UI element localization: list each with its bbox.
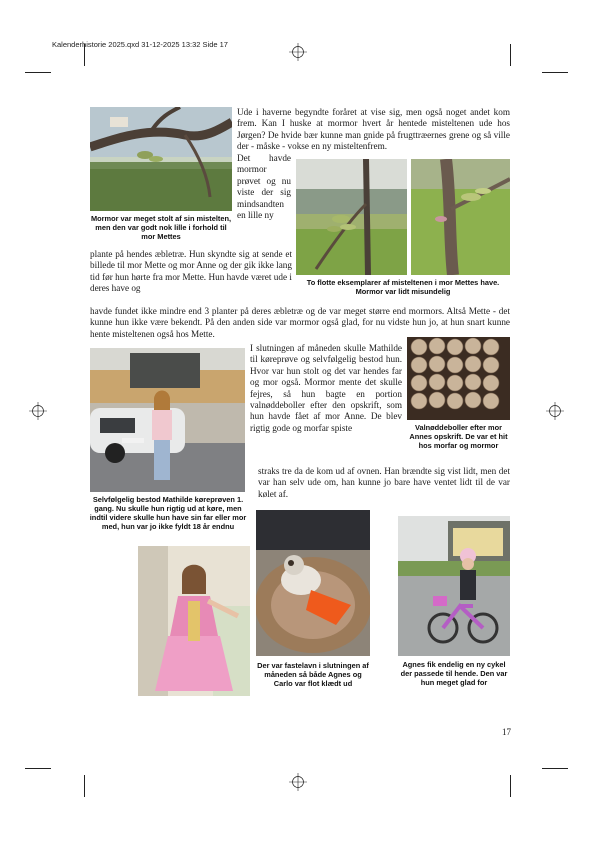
paragraph-top: Ude i haverne begyndte foråret at vise sig, men også noget andet kom frem. Kan I huske at mormor hvert år hentede misteltenen ude hos Jørgen? De hvide bær kunne man gnide på frugttræernes grene og så ville der - måske - vokse en ny misteltenfrem.: [237, 107, 510, 152]
photo-mistletoe-branch: [90, 107, 232, 211]
caption-driving-test: Selvfølgelig bestod Mathilde køreprøven 1. gang. Nu skulle hun rigtig ud at køre, men indtil videre skulle hun have sin far eller mor med, hun var jo ikke fyldt 18 år endnu: [89, 495, 247, 531]
caption-mistletoe-pair: To flotte eksemplarer af misteltenen i mor Mettes have. Mormor var lidt misundelig: [306, 278, 500, 296]
crop-mark: [510, 44, 511, 66]
photo-driving-test: [90, 348, 245, 492]
crop-mark: [25, 768, 51, 769]
caption-carnival: Der var fastelavn i slutningen af måneden så både Agnes og Carlo var flot klædt ud: [257, 661, 369, 688]
crop-mark: [542, 768, 568, 769]
crop-mark: [84, 44, 85, 66]
paragraph-full: havde fundet ikke mindre end 3 planter på deres æbletræ og de var meget større end mormors. Altså Mette - det kunne hun ikke være bekendt. På den anden side var mormor også glad, for nu vidste hun jo, at hun snart kunne hente misteltenen også hos Mette.: [90, 306, 510, 339]
page-number: 17: [502, 727, 511, 737]
registration-mark-icon: [289, 43, 307, 61]
photo-bicycle: [398, 516, 510, 656]
caption-walnut-buns: Valnøddeboller efter mor Annes opskrift. De var et hit hos morfar og mormor: [409, 423, 508, 450]
registration-mark-icon: [29, 402, 47, 420]
photo-mistletoe-garden: [296, 159, 407, 275]
caption-bicycle: Agnes fik endelig en ny cykel der passede til hende. Den var hun meget glad for: [400, 660, 508, 687]
crop-mark: [542, 72, 568, 73]
crop-mark: [84, 775, 85, 797]
paragraph-driving: I slutningen af måneden skulle Mathilde til køreprøve og selvfølgelig bestod hun. Hvor var hun stolt og det var hendes far og mor også. Mormor mente det skulle fejres, så hun bagte en portion valnøddeboller efter den opskrift, som hun havde fået af mor Anne. De blev rigtig gode og morfar spiste: [250, 343, 402, 433]
crop-mark: [510, 775, 511, 797]
caption-mistletoe-branch: Mormor var meget stolt af sin mistelten, men den var godt nok lille i forhold til mor Mettes: [90, 214, 232, 241]
photo-dog-bed: [256, 510, 370, 656]
paragraph-narrow: Det havde mormor prøvet og nu viste der sig mindsandten en lille ny: [237, 153, 291, 221]
paragraph-driving-end: straks tre da de kom ud af ovnen. Han brændte sig vist lidt, men det var han selv ude om, han kunne jo bare have ventet lidt til de var kølet af.: [258, 466, 510, 499]
photo-walnut-buns: [407, 337, 510, 420]
slug-line: Kalenderhistorie 2025.qxd 31-12-2025 13:32 Side 17: [52, 40, 228, 49]
photo-mistletoe-closeup: [411, 159, 510, 275]
photo-princess-costume: [138, 546, 250, 696]
paragraph-mid: plante på hendes æbletræ. Hun skyndte sig at sende et billede til mor Mette og mor Anne og der gik ikke lang tid før hun hørte fra mor Mette. Hun havde været ude i deres have og: [90, 249, 292, 294]
crop-mark: [25, 72, 51, 73]
registration-mark-icon: [289, 773, 307, 791]
registration-mark-icon: [546, 402, 564, 420]
